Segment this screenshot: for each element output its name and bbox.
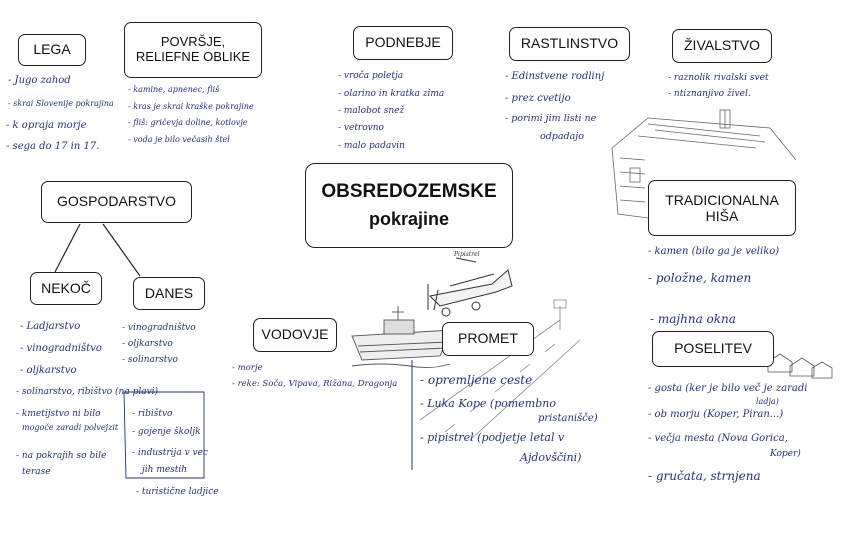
note-povrsje-3: - voda je bilo večasih štel (128, 135, 230, 144)
note-zivalstvo-0: - raznolik rivalski svet (668, 73, 769, 83)
box-rastlinstvo-label: RASTLINSTVO (520, 35, 619, 52)
note-danes-framed-3: jih mestih (142, 465, 188, 475)
box-promet (442, 322, 534, 356)
note-nekoc-1: - vinogradništvo (20, 343, 102, 354)
central-title-box (305, 163, 513, 248)
box-lega-label: LEGA (33, 41, 71, 58)
note-hisa-1: - položne, kamen (648, 271, 752, 285)
note-nekoc-0: - Ladjarstvo (20, 321, 81, 332)
note-danes-framed-2: - industrija v vec (132, 448, 208, 458)
note-povrsje-2: - fliš: gričevja doline, kotlovje (128, 118, 248, 127)
note-nekoc-7: terase (22, 467, 51, 477)
note-vodovje-0: - morje (232, 363, 263, 373)
note-podnebje-4: - malo padavin (338, 141, 405, 151)
note-poselitev-2: - ob morju (Koper, Piran...) (648, 409, 784, 420)
box-rastlinstvo (509, 27, 630, 61)
note-zivalstvo-1: - ntiznanjivo živel. (668, 89, 751, 99)
note-poselitev-1: ladja) (756, 397, 779, 406)
note-vodovje-1: - reke: Soča, Vipava, Rižana, Dragonja (232, 379, 398, 389)
box-lega (18, 34, 86, 66)
note-poselitev-4: Koper) (770, 449, 801, 459)
note-promet-0: - opremljene ceste (420, 373, 533, 387)
note-poselitev-3: - večja mesta (Nova Gorica, (648, 433, 788, 444)
box-poselitev (652, 331, 774, 367)
note-lega-1: - skrai Slovenije pokrajina (8, 99, 114, 108)
plane-label: Pipistrel (454, 251, 480, 258)
settlement-sketch (768, 354, 832, 378)
box-vodovje-label: VODOVJE (261, 326, 329, 343)
central-title-line2: pokrajine (368, 209, 450, 230)
note-rastlinstvo-2: - porimi jim listi ne (505, 113, 597, 124)
note-danes-framed-1: - gojenje školjk (132, 427, 201, 437)
box-tradicionalna-hisa (648, 180, 796, 236)
note-poselitev-0: - gosta (ker je bilo več je zaradi (648, 383, 808, 394)
note-poselitev-5: - gručata, strnjena (648, 469, 761, 483)
box-poselitev-label: POSELITEV (674, 340, 752, 357)
note-danes-framed-4: - turistične ladjice (136, 487, 219, 497)
note-nekoc-3: - solinarstvo, ribištvo (na plavi) (16, 387, 159, 397)
note-promet-1: - Luka Kope (pomembno (420, 397, 556, 410)
note-hisa-2: - majhna okna (650, 312, 736, 326)
box-nekoc (30, 272, 102, 305)
note-rastlinstvo-3: odpadajo (540, 131, 584, 142)
note-podnebje-3: - vetrovno (338, 123, 384, 133)
box-zivalstvo-label: ŽIVALSTVO (684, 37, 760, 54)
note-nekoc-5: mogoče zaradi polvejzit (22, 423, 119, 432)
note-danes-framed-0: - ribištvo (132, 409, 173, 419)
plane-sketch (428, 258, 512, 316)
box-podnebje-label: PODNEBJE (365, 34, 441, 51)
note-lega-2: - k opraja morje (6, 120, 87, 131)
note-promet-4: Ajdovščini) (520, 451, 582, 464)
central-title-line1: OBSREDOZEMSKE (321, 181, 497, 203)
box-tradicionalna-hisa-label: TRADICIONALNA HIŠA (665, 191, 779, 224)
box-zivalstvo (672, 29, 772, 63)
box-povrsje-label: POVRŠJE, RELIEFNE OBLIKE (135, 34, 251, 64)
box-vodovje (253, 318, 337, 352)
note-danes-1: - oljkarstvo (122, 339, 173, 349)
note-hisa-0: - kamen (bilo ga je veliko) (648, 246, 780, 257)
note-danes-0: - vinogradništvo (122, 323, 196, 333)
note-rastlinstvo-0: - Edinstvene rodlinj (505, 71, 605, 82)
note-podnebje-0: - vroča poletja (338, 71, 404, 81)
box-podnebje (353, 26, 453, 60)
note-povrsje-0: - kamine, apnenec, fliš (128, 85, 220, 94)
box-danes (133, 277, 205, 310)
box-gospodarstvo (41, 181, 192, 223)
connector-nekoc (55, 224, 80, 272)
box-promet-label: PROMET (458, 330, 518, 347)
note-podnebje-1: - olarino in kratka zima (338, 89, 445, 99)
note-nekoc-4: - kmetijstvo ni bilo (16, 409, 101, 419)
note-lega-3: - sega do 17 in 17. (6, 141, 100, 152)
box-povrsje (124, 22, 262, 78)
boat-sketch (352, 306, 452, 368)
note-promet-2: pristanišče) (538, 413, 598, 424)
note-rastlinstvo-1: - prez cvetijo (505, 93, 571, 104)
connector-danes (103, 224, 140, 276)
note-promet-3: - pipistrel (podjetje letal v (420, 431, 565, 444)
note-povrsje-1: - kras je skrai kraške pokrajine (128, 102, 254, 111)
box-nekoc-label: NEKOČ (41, 279, 91, 296)
note-nekoc-6: - na pokrajih so bile (16, 451, 107, 461)
note-danes-2: - solinarstvo (122, 355, 178, 365)
note-lega-0: - Jugo zahod (8, 75, 71, 86)
note-nekoc-2: - oljkarstvo (20, 365, 77, 376)
box-gospodarstvo-label: GOSPODARSTVO (56, 193, 177, 210)
box-danes-label: DANES (144, 284, 194, 301)
note-podnebje-2: - malobot snež (338, 106, 405, 116)
